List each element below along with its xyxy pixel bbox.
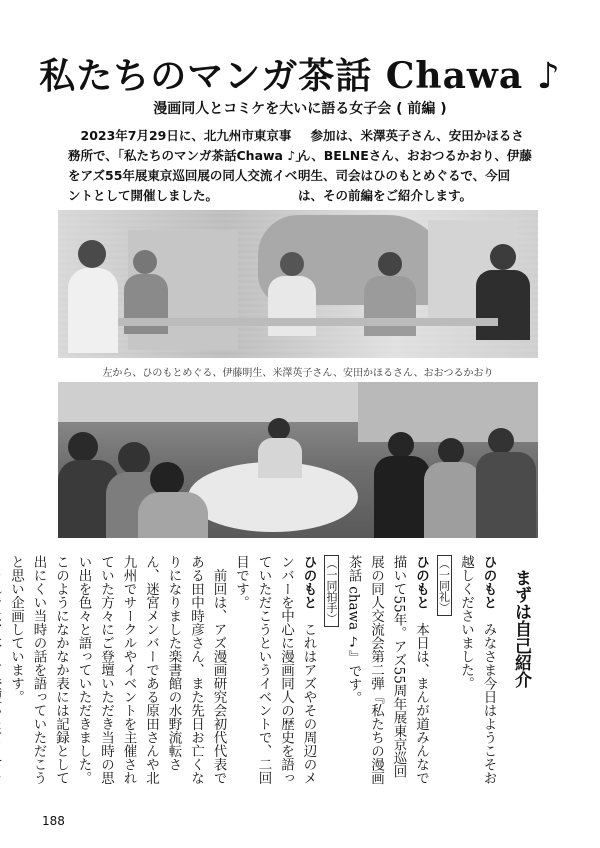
group-photo-panel bbox=[58, 210, 538, 358]
speaker-name: ひのもと bbox=[413, 555, 429, 609]
speech-text bbox=[0, 555, 2, 785]
stage-direction bbox=[320, 555, 343, 790]
section-heading: まずは自己紹介 bbox=[511, 569, 531, 688]
speaker-name: ひのもと bbox=[480, 555, 497, 609]
speaker-name: ひのもと bbox=[300, 555, 317, 609]
intro-right: 参加は、米澤英子さん、安田かほるさん、BELNEさん、おおつるかおり、伊藤明生、司会はひのもとめぐるで、今回は、その前編をご紹介します。 bbox=[298, 128, 532, 203]
page-number: 188 bbox=[42, 814, 65, 828]
intro-left: 2023年7月29日に、北九州市東京事務所で、「私たちのマンガ茶話Chawa ♪」をアズ55年展東京巡回展の同人交流イベントとして開催しました。 bbox=[68, 128, 302, 203]
paragraph bbox=[230, 555, 320, 790]
interview-body bbox=[8, 555, 532, 790]
article-subtitle: 漫画同人とコミケを大いに語る女子会 ( 前編 ) bbox=[153, 101, 447, 117]
speech-text: これはアズやその周辺のメンバーを中心に漫画同人の歴史を語っていただこうというイベントで、二回目です。 bbox=[233, 555, 317, 785]
speech-text: 前回は、アズ漫画研究会初代代表である田中時彦さん、また先日お亡くなりになりました楽書館の水野流転さん、迷宮メンバーである原田さんや北九州でサークルやイベントを主催されていた方々にご登壇いただき当時の思い出を色々と語っていただきました。このようになかなか表には記録として出にくい当時の話を語っていただこうと思い企画しています。 bbox=[8, 555, 227, 785]
photo-caption: 左から、ひのもとめぐる、伊藤明生、米澤英子さん、安田かほるさん、おおつるかおり bbox=[102, 368, 494, 379]
stage-label: （一同礼） bbox=[437, 555, 452, 616]
paragraph bbox=[0, 555, 5, 790]
speech-text: みなさま今日はようこそお越しくださいました。 bbox=[458, 555, 497, 785]
paragraph bbox=[342, 555, 432, 790]
stage-direction bbox=[432, 555, 455, 790]
audience-photo-panel bbox=[58, 382, 538, 538]
speech-text: 本日は、まんが道みんなで描いて55年。アズ55周年展東京巡回展の同人交流会第二弾『私たちの漫画茶話 chawa ♪』です。 bbox=[345, 555, 429, 785]
article-title: 私たちのマンガ茶話 Chawa ♪ bbox=[39, 55, 561, 97]
stage-label: （一同拍手） bbox=[324, 555, 339, 627]
paragraph bbox=[455, 555, 500, 790]
paragraph bbox=[5, 555, 230, 790]
